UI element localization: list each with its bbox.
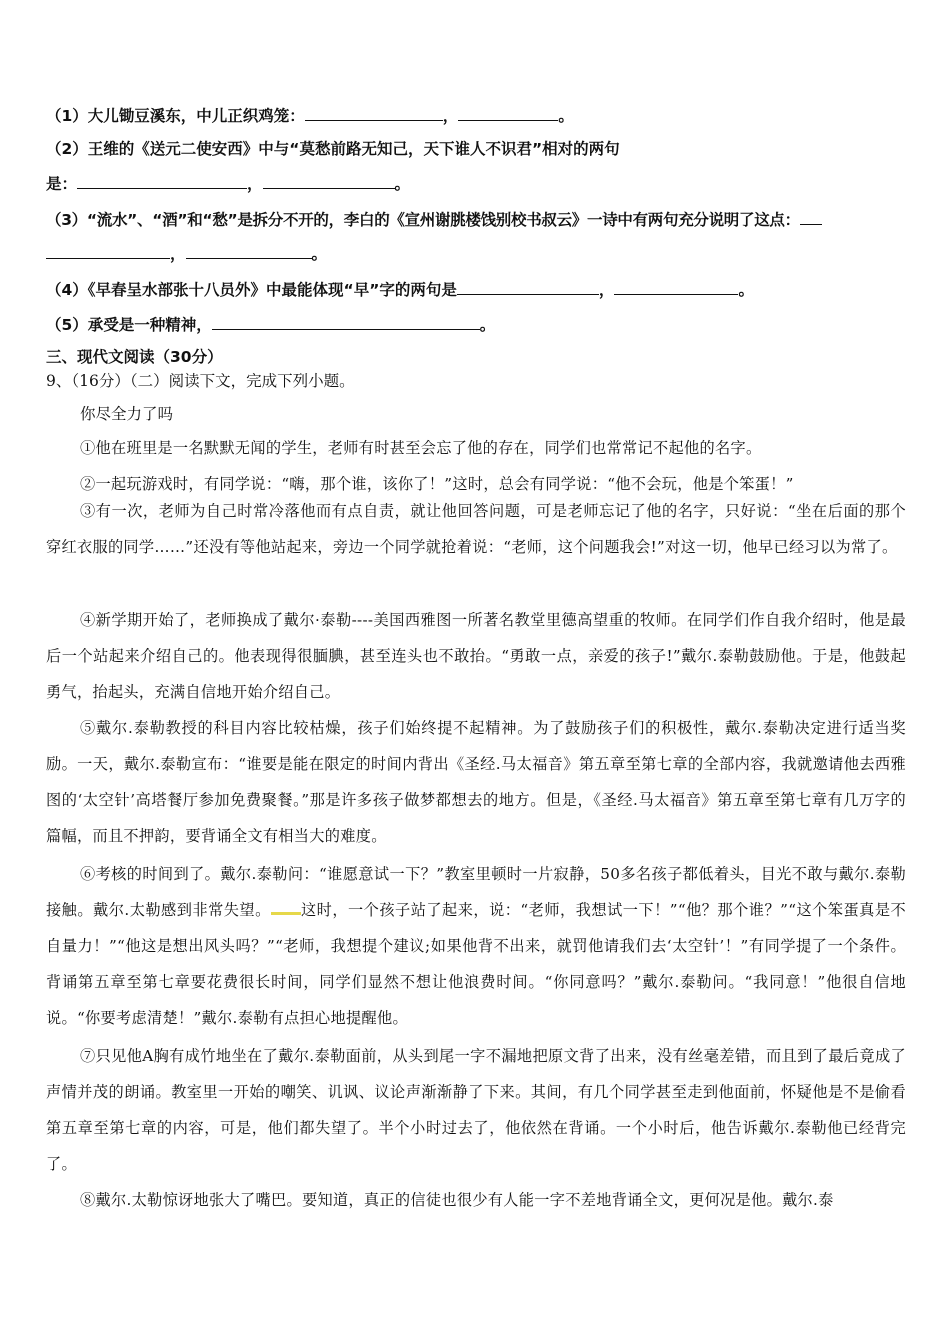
answer-blank[interactable]: [614, 279, 738, 295]
paragraph-3: ③有一次，老师为自己时常冷落他而有点自责，就让他回答问题，可是老师忘记了他的名字，只好说：“坐在后面的那个穿红衣服的同学……”还没有等他站起来，旁边一个同学就抢着说：“老师，这个问题我会!”对这一切，他早已经习以为常了。: [46, 502, 906, 556]
answer-blank[interactable]: [457, 279, 599, 295]
question-4: （4）《早春呈水部张十八员外》中最能体现“早”字的两句是 ， 。: [46, 281, 754, 299]
answer-blank[interactable]: [77, 173, 247, 189]
paragraph-4: ④新学期开始了，老师换成了戴尔·泰勒----美国西雅图一所著名教堂里德高望重的牧师。在同学们作自我介绍时，他是最后一个站起来介绍自己的。他表现得很腼腆，甚至连头也不敢抬。“勇敢一点，亲爱的孩子!”戴尔.泰勒鼓励他。于是，他鼓起勇气，抬起头，充满自信地开始介绍自己。: [46, 611, 906, 701]
paragraph-5: ⑤戴尔.泰勒教授的科目内容比较枯燥，孩子们始终提不起精神。为了鼓励孩子们的积极性，戴尔.泰勒决定进行适当奖励。一天，戴尔.泰勒宣布：“谁要是能在限定的时间内背出《圣经.马太福音》第五章至第七章的全部内容，我就邀请他去西雅图的‘太空针’高塔餐厅参加免费聚餐。”那是许多孩子做梦都想去的地方。但是，《圣经.马太福音》第五章至第七章有几万字的篇幅，而且不押韵，要背诵全文有相当大的难度。: [46, 719, 906, 845]
question-prompt: 9、（16分）（二）阅读下文，完成下列小题。: [46, 372, 355, 390]
question-5: （5）承受是一种精神， 。: [46, 316, 496, 334]
answer-blank[interactable]: [46, 243, 170, 259]
question-3-line2: ， 。: [46, 243, 906, 264]
answer-blank[interactable]: [186, 243, 312, 259]
section-heading: 三、现代文阅读（30分）: [46, 348, 223, 366]
answer-blank[interactable]: [263, 173, 395, 189]
paragraph-1: ①他在班里是一名默默无闻的学生，老师有时甚至会忘了他的存在，同学们也常常记不起他的名字。: [80, 439, 762, 457]
paragraph-2: ②一起玩游戏时，有同学说：“嗨，那个谁，该你了！”这时，总会有同学说：“他不会玩，他是个笨蛋！”: [80, 475, 794, 493]
article-title: 你尽全力了吗: [80, 405, 174, 423]
answer-blank[interactable]: [458, 105, 558, 121]
question-2: （2）王维的《送元二使安西》中与“莫愁前路无知己，天下谁人不识君”相对的两句: [46, 140, 620, 158]
question-3: （3）“流水”、“酒”和“愁”是拆分不开的，李白的《宣州谢朓楼饯别校书叔云》一诗中有两句充分说明了这点：: [46, 209, 906, 230]
question-2-line2: 是： ， 。: [46, 175, 411, 193]
paragraph-8: ⑧戴尔.太勒惊讶地张大了嘴巴。要知道，真正的信徒也很少有人能一字不差地背诵全文，更何况是他。戴尔.泰: [80, 1191, 834, 1209]
answer-blank[interactable]: [212, 314, 480, 330]
paragraph-7: ⑦只见他A胸有成竹地坐在了戴尔.泰勒面前，从头到尾一字不漏地把原文背了出来，没有丝毫差错，而且到了最后竟成了声情并茂的朗诵。教室里一开始的嘲笑、讥讽、议论声渐渐静了下来。其间，有几个同学甚至走到他面前，怀疑他是不是偷看第五章至第七章的内容，可是，他们都失望了。半个小时过去了，他依然在背诵。一个小时后，他告诉戴尔.泰勒他已经背完了。: [46, 1047, 906, 1173]
answer-blank[interactable]: [305, 105, 443, 121]
question-1: （1）大儿锄豆溪东，中儿正织鸡笼： ， 。: [46, 107, 574, 125]
answer-blank[interactable]: [800, 209, 822, 225]
paragraph-6: ⑥考核的时间到了。戴尔.泰勒问：“谁愿意试一下？”教室里顿时一片寂静，50多名孩子都低着头，目光不敢与戴尔.泰勒接触。戴尔.太勒感到非常失望。 这时，一个孩子站了起来，说：“老师，我想试一下！”“他？那个谁？”“这个笨蛋真是不自量力！”“他这是想出风头吗？”“老师，我想提个建议;如果他背不出来，就罚他请我们去‘太空针’！”有同学提了一个条件。背诵第五章至第七章要花费很长时间，同学们显然不想让他浪费时间。“你同意吗？”戴尔.泰勒问。“我同意！”他很自信地说。“你要考虑清楚！”戴尔.泰勒有点担心地提醒他。: [46, 865, 906, 1027]
highlight-mark: [271, 900, 301, 915]
